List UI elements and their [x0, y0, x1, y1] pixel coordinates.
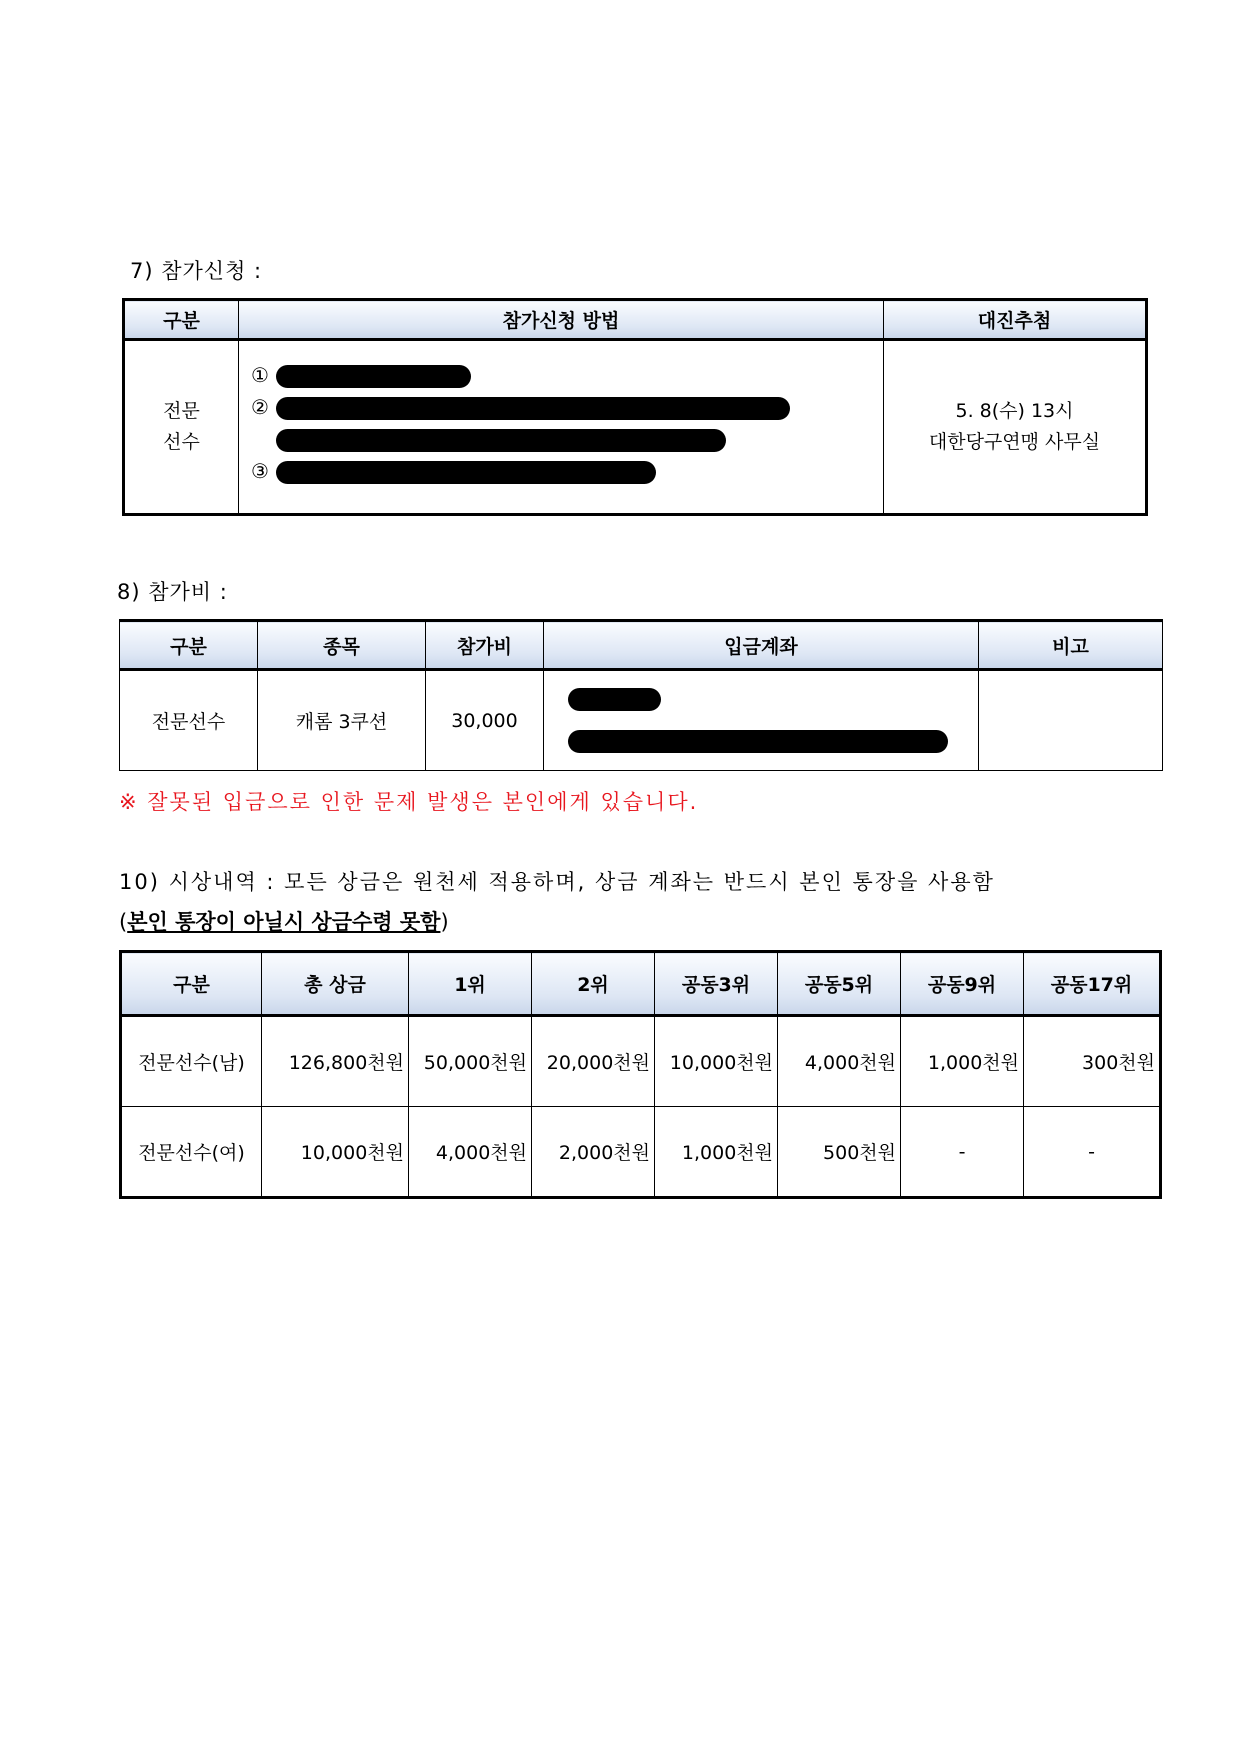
marker-2: ② — [251, 395, 269, 419]
header-event: 종목 — [258, 621, 426, 670]
draw-line2: 대한당구연맹 사무실 — [928, 431, 1101, 453]
subnote-open: ( — [119, 910, 128, 934]
header-remarks: 비고 — [979, 621, 1163, 670]
section7-title: 7) 참가신청 : — [130, 259, 263, 283]
fee-event: 캐롬 3쿠션 — [258, 670, 426, 771]
redacted-text — [568, 688, 661, 711]
header-total: 총 상금 — [262, 952, 409, 1016]
redacted-text — [276, 461, 656, 484]
row-category: 전문선수(여) — [121, 1107, 262, 1198]
prize-cell: 50,000천원 — [409, 1016, 532, 1107]
table-row — [121, 1016, 1161, 1107]
subnote-bold: 본인 통장이 아닐시 상금수령 못함 — [127, 910, 441, 934]
header-joint-9th: 공동9위 — [901, 952, 1024, 1016]
prize-table — [119, 950, 1162, 1199]
prize-subnote — [119, 906, 449, 936]
draw-line1: 5. 8(수) 13시 — [955, 400, 1074, 422]
prize-cell: 1,000천원 — [901, 1016, 1024, 1107]
prize-cell: 4,000천원 — [778, 1016, 901, 1107]
header-joint-3rd: 공동3위 — [655, 952, 778, 1016]
header-joint-5th: 공동5위 — [778, 952, 901, 1016]
draw-cell — [884, 340, 1147, 515]
redacted-text — [276, 365, 471, 388]
prize-cell: 4,000천원 — [409, 1107, 532, 1198]
header-1st: 1위 — [409, 952, 532, 1016]
header-category: 구분 — [120, 621, 258, 670]
header-joint-17th: 공동17위 — [1024, 952, 1161, 1016]
redacted-text — [276, 397, 790, 420]
header-account: 입금계좌 — [544, 621, 979, 670]
application-table — [122, 298, 1148, 516]
header-category: 구분 — [121, 952, 262, 1016]
fee-amount: 30,000 — [426, 670, 544, 771]
category-line2: 선수 — [163, 431, 200, 453]
account-cell — [544, 670, 979, 771]
prize-cell: 126,800천원 — [262, 1016, 409, 1107]
header-2nd: 2위 — [532, 952, 655, 1016]
header-draw: 대진추첨 — [884, 300, 1147, 340]
marker-1: ① — [251, 363, 269, 387]
fee-remarks — [979, 670, 1163, 771]
prize-cell: 1,000천원 — [655, 1107, 778, 1198]
prize-cell: 20,000천원 — [532, 1016, 655, 1107]
prize-cell: 500천원 — [778, 1107, 901, 1198]
header-method: 참가신청 방법 — [239, 300, 884, 340]
redacted-text — [276, 429, 726, 452]
prize-cell: 300천원 — [1024, 1016, 1161, 1107]
category-line1: 전문 — [163, 400, 200, 422]
table-row — [121, 1107, 1161, 1198]
warning-note: ※ 잘못된 입금으로 인한 문제 발생은 본인에게 있습니다. — [119, 790, 699, 814]
marker-3: ③ — [251, 459, 269, 483]
prize-cell: 10,000천원 — [655, 1016, 778, 1107]
row-category: 전문선수(남) — [121, 1016, 262, 1107]
method-cell — [239, 340, 884, 515]
fee-category: 전문선수 — [120, 670, 258, 771]
prize-cell: 10,000천원 — [262, 1107, 409, 1198]
prize-cell: - — [901, 1107, 1024, 1198]
prize-cell: - — [1024, 1107, 1161, 1198]
category-cell — [124, 340, 239, 515]
fee-table — [119, 619, 1163, 771]
redacted-text — [568, 730, 948, 753]
header-fee: 참가비 — [426, 621, 544, 670]
section8-title: 8) 참가비 : — [117, 580, 228, 604]
header-category: 구분 — [124, 300, 239, 340]
prize-cell: 2,000천원 — [532, 1107, 655, 1198]
subnote-close: ) — [440, 910, 449, 934]
section10-title: 10) 시상내역 : 모든 상금은 원천세 적용하며, 상금 계좌는 반드시 본인 통장을 사용함 — [119, 870, 995, 894]
